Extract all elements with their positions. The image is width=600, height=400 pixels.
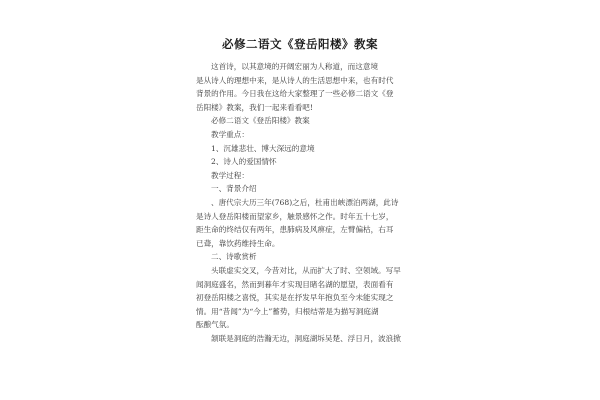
text-line: 酝酿气氛。 <box>196 320 234 330</box>
text-line: 闻洞庭盛名，然而到暮年才实现目睹名湖的愿望，表面看有 <box>196 279 394 289</box>
text-line: 初登岳阳楼之喜悦，其实是在抒发早年抱负至今未能实现之 <box>196 293 394 303</box>
text-line: 背景的作用。今日我在这给大家整理了一些必修二语文《登 <box>196 89 394 99</box>
text-line: 已聋，靠饮药维持生命。 <box>196 238 280 248</box>
text-line: 教学过程： <box>211 170 249 180</box>
text-line: 头联虚实交叉，今昔对比，从而扩大了时、空领域。写早 <box>211 265 401 275</box>
text-line: 这首诗，以其意境的开阔宏丽为人称道，而这意境 <box>211 62 379 71</box>
text-line: 教学重点： <box>211 129 249 139</box>
text-line: 岳阳楼》教案，我们一起来看看吧! <box>196 102 313 112</box>
text-line: 、唐代宗大历三年(768)之后，杜甫出峡漂泊两湖，此诗 <box>211 197 399 207</box>
text-line: 距生命的终结仅有两年，患肺病及风痹症，左臂偏枯，右耳 <box>196 225 394 235</box>
text-line: 是诗人登岳阳楼而望家乡，触景感怀之作。时年五十七岁， <box>196 211 394 221</box>
text-line: 颔联是洞庭的浩瀚无边，洞庭湖坼吴楚、浮日月，波浪掀 <box>211 333 401 343</box>
document-title: 必修二语文《登岳阳楼》教案 <box>222 37 378 51</box>
text-line: 二、诗歌赏析 <box>211 252 257 262</box>
text-line: 1、沉雄悲壮、博大深远的意境 <box>211 143 315 153</box>
text-line: 必修二语文《登岳阳楼》教案 <box>211 116 310 126</box>
text-line: 是从诗人的理想中来，是从诗人的生活思想中来，也有时代 <box>196 75 394 85</box>
text-line: 2、诗人的爱国情怀 <box>211 157 277 167</box>
text-line: 一、背景介绍 <box>211 184 257 194</box>
text-line: 情。用“昔闻”为“今上”蓄势，归根结蒂是为描写洞庭湖 <box>196 306 379 316</box>
document-body <box>196 60 404 345</box>
